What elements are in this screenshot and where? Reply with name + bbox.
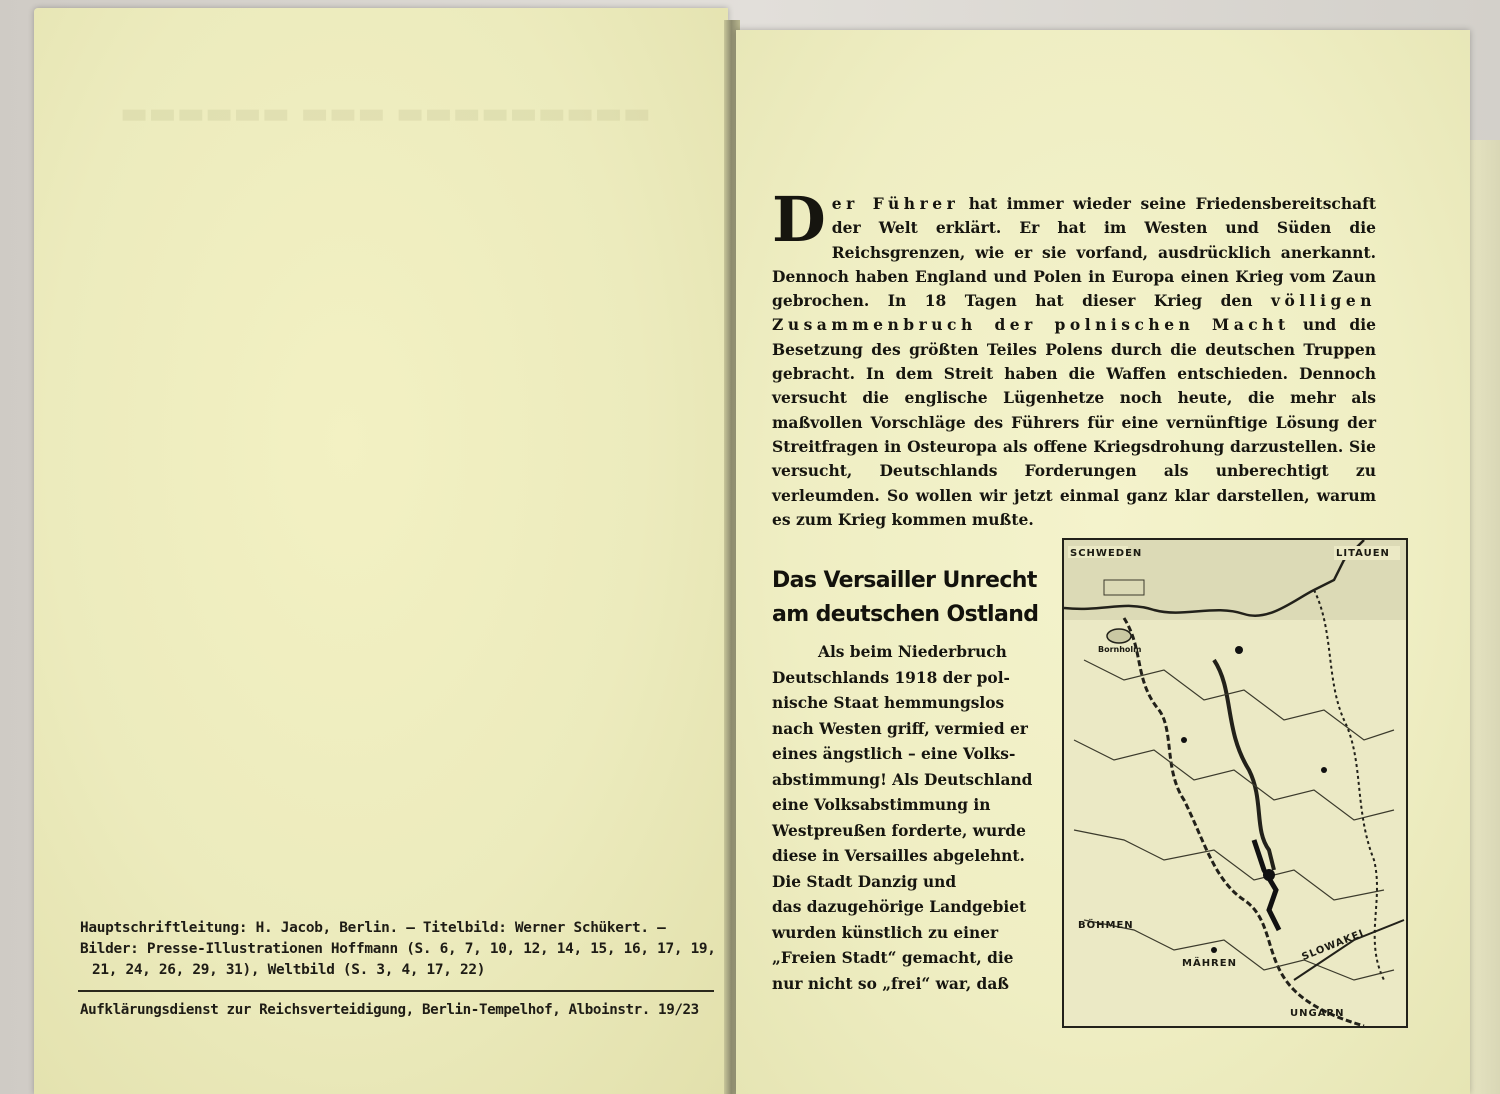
body-line: Westpreußen forderte, wurde bbox=[772, 821, 1026, 840]
map-label-slowakei: SLOWAKEI bbox=[1300, 927, 1366, 964]
body-line: das dazugehörige Landgebiet bbox=[772, 898, 1027, 916]
map-label-maehren: MÄHREN bbox=[1182, 958, 1237, 969]
divider bbox=[78, 990, 714, 992]
body-line: nach Westen griff, vermied er bbox=[772, 719, 1028, 738]
body-line: Die Stadt Danzig und bbox=[772, 872, 957, 891]
map-label-boehmen: BÖHMEN bbox=[1078, 920, 1134, 931]
show-through-text: ▬▬▬▬▬▬ ▬▬▬ ▬▬▬▬▬▬▬▬▬ bbox=[120, 96, 652, 131]
emphasis-text: er Führer bbox=[831, 194, 960, 213]
emphasis-text: völligen Zusammenbruch der polnischen Macht bbox=[772, 291, 1376, 335]
body-line: abstimmung! Als Deutschland bbox=[772, 770, 1033, 789]
body-line: nur nicht so „frei“ war, daß bbox=[772, 974, 1009, 993]
body-text: hat immer wieder seine Friedensbereitschaft der Welt erklärt. Er hat im Westen und Süden die Reichsgrenzen, wie er sie vorfand, ausdrücklich anerkannt. Dennoch haben England und Polen in Europa einen Krieg vom Zaun gebrochen. In 18 Tagen hat dieser Krieg den bbox=[772, 194, 1376, 311]
imprint-line: 21, 24, 26, 29, 31), Weltbild (S. 3, 4, 17, 22) bbox=[92, 962, 486, 978]
body-line: Deutschlands 1918 der pol- bbox=[772, 668, 1010, 687]
imprint-line: Bilder: Presse-Illustrationen Hoffmann (S. 6, 7, 10, 12, 14, 15, 16, 17, 19, bbox=[80, 941, 716, 957]
map-label-ungarn: UNGARN bbox=[1290, 1008, 1345, 1019]
body-line: wurden künstlich zu einer bbox=[772, 923, 999, 942]
body-text: und die Besetzung des größten Teiles Polens durch die deutschen Truppen gebracht. In dem Streit haben die Waffen entschieden. Dennoch versucht die englische Lügenhetze noch heute, die mehr als maßvollen Vorschläge des Führers für eine vernünftige Lösung der Streitfragen in Osteuropa als offene Kriegsdrohung darzustellen. Sie versucht, Deutschlands Forderungen als unberechtigt zu verleumden. So wollen wir jetzt einmal ganz klar darstellen, warum es zum Krieg kommen mußte. bbox=[772, 315, 1376, 529]
map-label-litauen: LITAUEN bbox=[1336, 548, 1390, 559]
map-label-schweden: SCHWEDEN bbox=[1070, 548, 1143, 559]
heading-line: am deutschen Ostland bbox=[772, 602, 1039, 627]
drop-cap: D bbox=[772, 183, 826, 256]
body-line: eines ängstlich – eine Volks- bbox=[772, 745, 1016, 763]
map-label-bornholm: Bornholm bbox=[1098, 645, 1142, 654]
body-line: Als beim Niederbruch bbox=[818, 643, 1007, 661]
body-line: diese in Versailles abgelehnt. bbox=[772, 847, 1025, 865]
heading-line: Das Versailler Unrecht bbox=[772, 568, 1037, 593]
body-line: eine Volksabstimmung in bbox=[772, 796, 991, 814]
section-heading bbox=[772, 564, 1062, 632]
section-body bbox=[772, 640, 1048, 997]
imprint-line: Hauptschriftleitung: H. Jacob, Berlin. — Titelbild: Werner Schükert. — bbox=[80, 920, 666, 936]
imprint-block bbox=[80, 918, 720, 981]
publisher-line: Aufklärungsdienst zur Reichsverteidigung, Berlin-Tempelhof, Alboinstr. 19/23 bbox=[80, 1002, 699, 1018]
intro-paragraph bbox=[772, 183, 1376, 532]
body-line: „Freien Stadt“ gemacht, die bbox=[772, 949, 1014, 967]
historical-map bbox=[1062, 538, 1408, 1028]
map-drawing bbox=[1064, 540, 1406, 1026]
body-line: nische Staat hemmungslos bbox=[772, 694, 1005, 712]
